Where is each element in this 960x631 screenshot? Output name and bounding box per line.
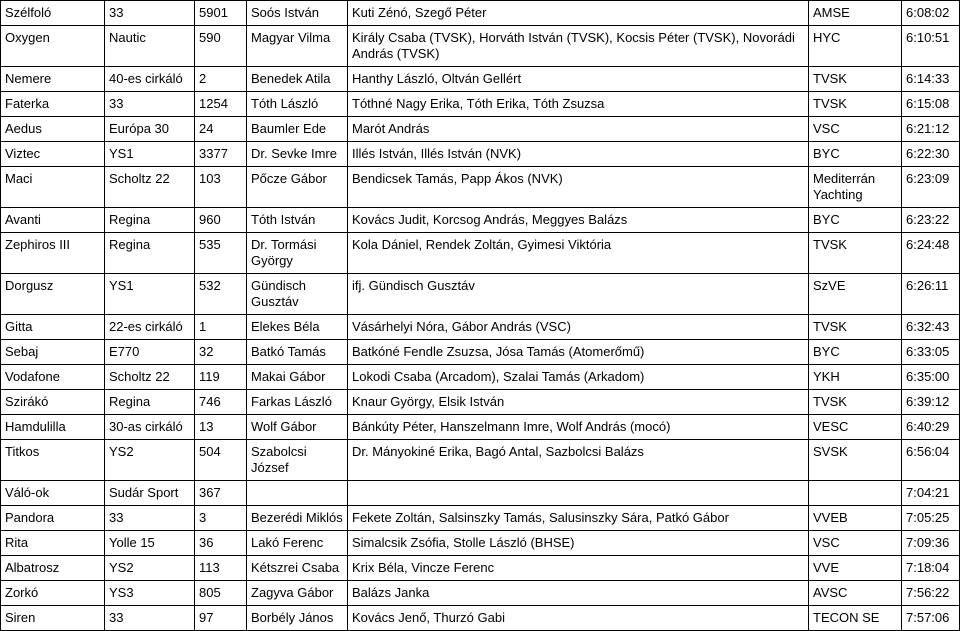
skipper-cell: Lakó Ferenc [247, 531, 348, 556]
finish-time-cell: 6:56:04 [902, 440, 960, 481]
skipper-cell: Farkas László [247, 390, 348, 415]
boat-name-cell: Nemere [1, 67, 105, 92]
club-cell: SzVE [809, 274, 902, 315]
skipper-cell: Baumler Ede [247, 117, 348, 142]
crew-cell: Marót András [348, 117, 809, 142]
club-cell [809, 481, 902, 506]
crew-cell: Vásárhelyi Nóra, Gábor András (VSC) [348, 315, 809, 340]
boat-class-cell: Scholtz 22 [105, 167, 195, 208]
finish-time-cell: 6:15:08 [902, 92, 960, 117]
sail-number-cell: 805 [195, 581, 247, 606]
table-row [1, 142, 960, 167]
table-row [1, 117, 960, 142]
crew-cell: Bendicsek Tamás, Papp Ákos (NVK) [348, 167, 809, 208]
skipper-cell: Dr. Sevke Imre [247, 142, 348, 167]
boat-class-cell: YS2 [105, 440, 195, 481]
boat-name-cell: Váló-ok [1, 481, 105, 506]
crew-cell: Kola Dániel, Rendek Zoltán, Gyimesi Viktória [348, 233, 809, 274]
table-row [1, 26, 960, 67]
sail-number-cell: 960 [195, 208, 247, 233]
table-row [1, 233, 960, 274]
boat-name-cell: Szélfoló [1, 1, 105, 26]
table-row [1, 67, 960, 92]
boat-class-cell: E770 [105, 340, 195, 365]
skipper-cell: Gündisch Gusztáv [247, 274, 348, 315]
table-row [1, 531, 960, 556]
boat-class-cell: 33 [105, 92, 195, 117]
boat-name-cell: Viztec [1, 142, 105, 167]
finish-time-cell: 6:40:29 [902, 415, 960, 440]
boat-name-cell: Albatrosz [1, 556, 105, 581]
crew-cell: Bánkúty Péter, Hanszelmann Imre, Wolf András (mocó) [348, 415, 809, 440]
boat-name-cell: Dorgusz [1, 274, 105, 315]
boat-name-cell: Szirákó [1, 390, 105, 415]
boat-name-cell: Maci [1, 167, 105, 208]
sail-number-cell: 2 [195, 67, 247, 92]
sail-number-cell: 119 [195, 365, 247, 390]
skipper-cell: Magyar Vilma [247, 26, 348, 67]
club-cell: AVSC [809, 581, 902, 606]
table-row [1, 581, 960, 606]
finish-time-cell: 6:35:00 [902, 365, 960, 390]
table-row [1, 556, 960, 581]
skipper-cell [247, 481, 348, 506]
boat-name-cell: Zorkó [1, 581, 105, 606]
club-cell: BYC [809, 340, 902, 365]
finish-time-cell: 7:09:36 [902, 531, 960, 556]
boat-class-cell: 22-es cirkáló [105, 315, 195, 340]
boat-class-cell: Scholtz 22 [105, 365, 195, 390]
crew-cell: Batkóné Fendle Zsuzsa, Jósa Tamás (Atomerőmű) [348, 340, 809, 365]
skipper-cell: Benedek Atila [247, 67, 348, 92]
table-row [1, 390, 960, 415]
crew-cell: Tóthné Nagy Erika, Tóth Erika, Tóth Zsuzsa [348, 92, 809, 117]
skipper-cell: Soós István [247, 1, 348, 26]
finish-time-cell: 6:26:11 [902, 274, 960, 315]
crew-cell: Krix Béla, Vincze Ferenc [348, 556, 809, 581]
table-row [1, 274, 960, 315]
boat-class-cell: Regina [105, 233, 195, 274]
boat-class-cell: Nautic [105, 26, 195, 67]
sail-number-cell: 5901 [195, 1, 247, 26]
sail-number-cell: 367 [195, 481, 247, 506]
crew-cell: Fekete Zoltán, Salsinszky Tamás, Salusinszky Sára, Patkó Gábor [348, 506, 809, 531]
crew-cell: Lokodi Csaba (Arcadom), Szalai Tamás (Arkadom) [348, 365, 809, 390]
club-cell: BYC [809, 142, 902, 167]
skipper-cell: Makai Gábor [247, 365, 348, 390]
crew-cell: Illés István, Illés István (NVK) [348, 142, 809, 167]
boat-class-cell: 33 [105, 606, 195, 631]
table-row [1, 415, 960, 440]
skipper-cell: Elekes Béla [247, 315, 348, 340]
boat-name-cell: Oxygen [1, 26, 105, 67]
sail-number-cell: 24 [195, 117, 247, 142]
finish-time-cell: 6:14:33 [902, 67, 960, 92]
boat-name-cell: Pandora [1, 506, 105, 531]
boat-name-cell: Avanti [1, 208, 105, 233]
sail-number-cell: 746 [195, 390, 247, 415]
finish-time-cell: 6:10:51 [902, 26, 960, 67]
crew-cell: Kuti Zénó, Szegő Péter [348, 1, 809, 26]
club-cell: YKH [809, 365, 902, 390]
sail-number-cell: 103 [195, 167, 247, 208]
crew-cell: Király Csaba (TVSK), Horváth István (TVSK), Kocsis Péter (TVSK), Novorádi András (TVSK) [348, 26, 809, 67]
table-row [1, 440, 960, 481]
table-row [1, 506, 960, 531]
boat-class-cell: 33 [105, 506, 195, 531]
crew-cell: Hanthy László, Oltván Gellért [348, 67, 809, 92]
finish-time-cell: 6:21:12 [902, 117, 960, 142]
boat-name-cell: Zephiros III [1, 233, 105, 274]
club-cell: TECON SE [809, 606, 902, 631]
boat-class-cell: YS3 [105, 581, 195, 606]
finish-time-cell: 6:33:05 [902, 340, 960, 365]
boat-class-cell: Yolle 15 [105, 531, 195, 556]
crew-cell [348, 481, 809, 506]
sail-number-cell: 1254 [195, 92, 247, 117]
sail-number-cell: 1 [195, 315, 247, 340]
table-row [1, 92, 960, 117]
sail-number-cell: 532 [195, 274, 247, 315]
boat-class-cell: Sudár Sport [105, 481, 195, 506]
boat-class-cell: 33 [105, 1, 195, 26]
boat-name-cell: Titkos [1, 440, 105, 481]
club-cell: AMSE [809, 1, 902, 26]
finish-time-cell: 6:24:48 [902, 233, 960, 274]
crew-cell: Knaur György, Elsik István [348, 390, 809, 415]
club-cell: VVE [809, 556, 902, 581]
finish-time-cell: 7:18:04 [902, 556, 960, 581]
club-cell: VESC [809, 415, 902, 440]
boat-name-cell: Hamdulilla [1, 415, 105, 440]
skipper-cell: Dr. Tormási György [247, 233, 348, 274]
sail-number-cell: 97 [195, 606, 247, 631]
skipper-cell: Pőcze Gábor [247, 167, 348, 208]
skipper-cell: Bezerédi Miklós [247, 506, 348, 531]
crew-cell: ifj. Gündisch Gusztáv [348, 274, 809, 315]
boat-class-cell: 30-as cirkáló [105, 415, 195, 440]
boat-name-cell: Faterka [1, 92, 105, 117]
boat-name-cell: Sebaj [1, 340, 105, 365]
boat-class-cell: Európa 30 [105, 117, 195, 142]
table-row [1, 340, 960, 365]
club-cell: HYC [809, 26, 902, 67]
club-cell: TVSK [809, 315, 902, 340]
skipper-cell: Tóth László [247, 92, 348, 117]
boat-name-cell: Gitta [1, 315, 105, 340]
skipper-cell: Tóth István [247, 208, 348, 233]
table-row [1, 365, 960, 390]
boat-name-cell: Vodafone [1, 365, 105, 390]
boat-class-cell: YS1 [105, 142, 195, 167]
boat-class-cell: Regina [105, 390, 195, 415]
skipper-cell: Zagyva Gábor [247, 581, 348, 606]
finish-time-cell: 6:23:09 [902, 167, 960, 208]
club-cell: SVSK [809, 440, 902, 481]
boat-name-cell: Aedus [1, 117, 105, 142]
club-cell: TVSK [809, 390, 902, 415]
sail-number-cell: 590 [195, 26, 247, 67]
finish-time-cell: 7:57:06 [902, 606, 960, 631]
boat-class-cell: 40-es cirkáló [105, 67, 195, 92]
crew-cell: Balázs Janka [348, 581, 809, 606]
table-row [1, 606, 960, 631]
club-cell: VSC [809, 531, 902, 556]
table-row [1, 481, 960, 506]
table-row [1, 167, 960, 208]
finish-time-cell: 6:32:43 [902, 315, 960, 340]
sail-number-cell: 32 [195, 340, 247, 365]
skipper-cell: Wolf Gábor [247, 415, 348, 440]
club-cell: TVSK [809, 67, 902, 92]
results-table-body [1, 1, 960, 631]
table-row [1, 208, 960, 233]
club-cell: VSC [809, 117, 902, 142]
sail-number-cell: 3377 [195, 142, 247, 167]
finish-time-cell: 7:56:22 [902, 581, 960, 606]
club-cell: Mediterrán Yachting [809, 167, 902, 208]
boat-class-cell: YS1 [105, 274, 195, 315]
table-row [1, 315, 960, 340]
sail-number-cell: 113 [195, 556, 247, 581]
finish-time-cell: 6:39:12 [902, 390, 960, 415]
sail-number-cell: 504 [195, 440, 247, 481]
finish-time-cell: 6:23:22 [902, 208, 960, 233]
sail-number-cell: 535 [195, 233, 247, 274]
skipper-cell: Kétszrei Csaba [247, 556, 348, 581]
club-cell: TVSK [809, 92, 902, 117]
boat-class-cell: Regina [105, 208, 195, 233]
crew-cell: Simalcsik Zsófia, Stolle László (BHSE) [348, 531, 809, 556]
crew-cell: Kovács Judit, Korcsog András, Meggyes Balázs [348, 208, 809, 233]
boat-class-cell: YS2 [105, 556, 195, 581]
crew-cell: Dr. Mányokiné Erika, Bagó Antal, Sazbolcsi Balázs [348, 440, 809, 481]
table-row [1, 1, 960, 26]
skipper-cell: Batkó Tamás [247, 340, 348, 365]
skipper-cell: Szabolcsi József [247, 440, 348, 481]
sail-number-cell: 13 [195, 415, 247, 440]
club-cell: TVSK [809, 233, 902, 274]
crew-cell: Kovács Jenő, Thurzó Gabi [348, 606, 809, 631]
sail-number-cell: 36 [195, 531, 247, 556]
boat-name-cell: Rita [1, 531, 105, 556]
sail-number-cell: 3 [195, 506, 247, 531]
club-cell: VVEB [809, 506, 902, 531]
finish-time-cell: 7:05:25 [902, 506, 960, 531]
boat-name-cell: Siren [1, 606, 105, 631]
finish-time-cell: 6:08:02 [902, 1, 960, 26]
skipper-cell: Borbély János [247, 606, 348, 631]
finish-time-cell: 6:22:30 [902, 142, 960, 167]
club-cell: BYC [809, 208, 902, 233]
finish-time-cell: 7:04:21 [902, 481, 960, 506]
